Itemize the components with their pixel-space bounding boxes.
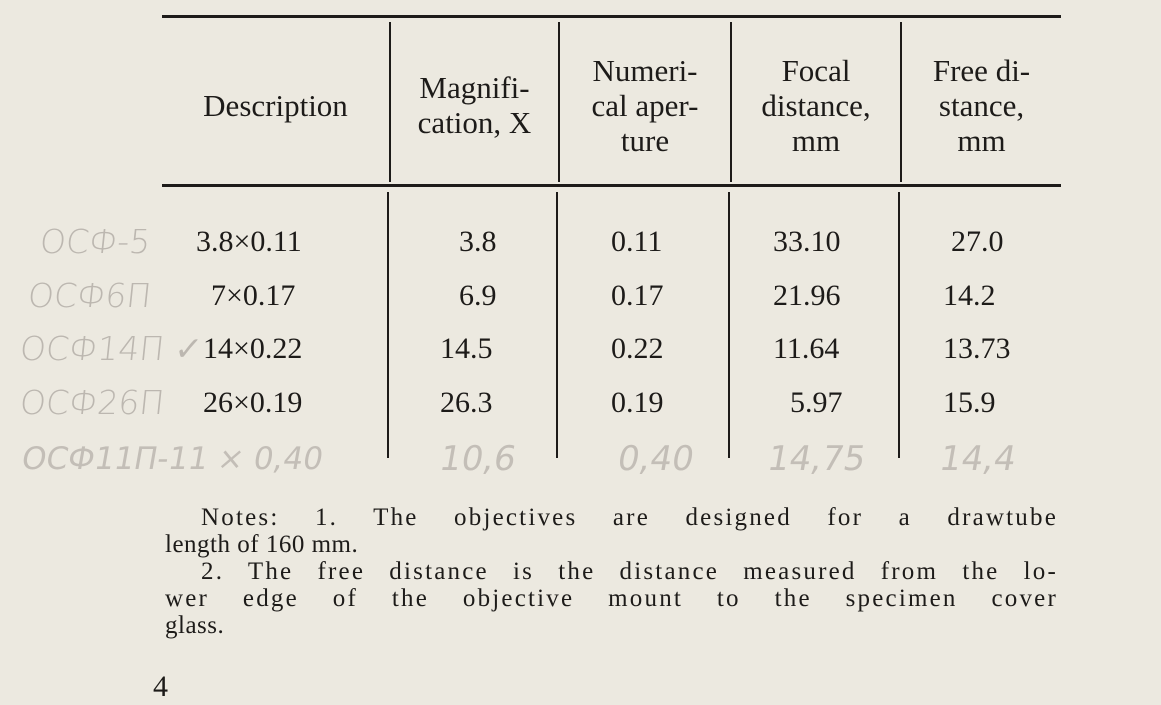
cell-magnification: 14.5	[440, 332, 493, 365]
header-bottom-rule	[162, 184, 1061, 187]
cell-free-distance: 27.0	[951, 225, 1004, 258]
header-free-distance	[902, 46, 1061, 164]
notes-line: Notes: 1. The objectives are designed for a drawtube	[201, 504, 1058, 531]
handwritten-label: ОСФ26П	[18, 383, 167, 422]
handwritten-magnification: 10,6	[436, 439, 520, 479]
cell-aperture: 0.22	[611, 332, 664, 365]
notes-line: wer edge of the objective mount to the specimen cover	[165, 585, 1058, 612]
cell-focal-distance: 21.96	[773, 279, 841, 312]
handwritten-free-distance: 14,4	[936, 439, 1020, 479]
header-numerical-aperture	[560, 46, 730, 164]
handwritten-aperture: 0,40	[614, 439, 698, 479]
table-row	[0, 326, 1161, 372]
cell-free-distance: 14.2	[943, 279, 996, 312]
notes-line: glass.	[165, 612, 225, 639]
handwritten-row	[0, 436, 1161, 482]
cell-aperture: 0.11	[611, 225, 663, 258]
page-number: 4	[153, 670, 168, 703]
cell-magnification: 26.3	[440, 386, 493, 419]
table-row	[0, 273, 1161, 319]
header-line: Focal	[781, 52, 851, 88]
notes	[165, 504, 1058, 639]
handwritten-label: ОСФ14П ✓	[18, 329, 205, 368]
handwritten-focal-distance: 14,75	[764, 439, 869, 479]
cell-aperture: 0.17	[611, 279, 664, 312]
header-line: cation, X	[417, 105, 532, 140]
cell-focal-distance: 33.10	[773, 225, 841, 258]
header-description	[162, 46, 389, 164]
cell-magnification: 6.9	[459, 279, 497, 312]
header-magnification	[391, 46, 558, 164]
cell-free-distance: 13.73	[943, 332, 1011, 365]
handwritten-label: ОСФ6П	[26, 276, 154, 315]
handwritten-label: ОСФ-5	[38, 222, 153, 261]
header-line: mm	[957, 122, 1006, 158]
header-line: stance,	[938, 87, 1025, 123]
table-row	[0, 219, 1161, 265]
cell-focal-distance: 11.64	[773, 332, 840, 365]
header-line: Free di-	[932, 52, 1031, 88]
cell-aperture: 0.19	[611, 386, 664, 419]
cell-focal-distance: 5.97	[790, 386, 843, 419]
cell-description: 3.8×0.11	[196, 225, 302, 258]
table-row	[0, 380, 1161, 426]
header-line: Description	[203, 87, 348, 123]
header-line: Numeri-	[592, 52, 698, 88]
header-line: ture	[620, 122, 670, 158]
cell-magnification: 3.8	[459, 225, 497, 258]
header-line: Magnifi-	[419, 70, 530, 105]
cell-description: 26×0.19	[203, 386, 303, 419]
cell-free-distance: 15.9	[943, 386, 996, 419]
table-top-rule	[162, 15, 1061, 18]
notes-line: 2. The free distance is the distance measured from the lo-	[201, 558, 1058, 585]
cell-description: 7×0.17	[211, 279, 296, 312]
cell-description: 14×0.22	[203, 332, 303, 365]
header-line: distance,	[761, 87, 871, 123]
header-focal-distance	[732, 46, 900, 164]
notes-line: length of 160 mm.	[165, 531, 359, 558]
handwritten-description: ОСФ11П-11 × 0,40	[18, 441, 327, 477]
header-line: cal aper-	[591, 87, 699, 123]
header-line: mm	[791, 122, 841, 158]
